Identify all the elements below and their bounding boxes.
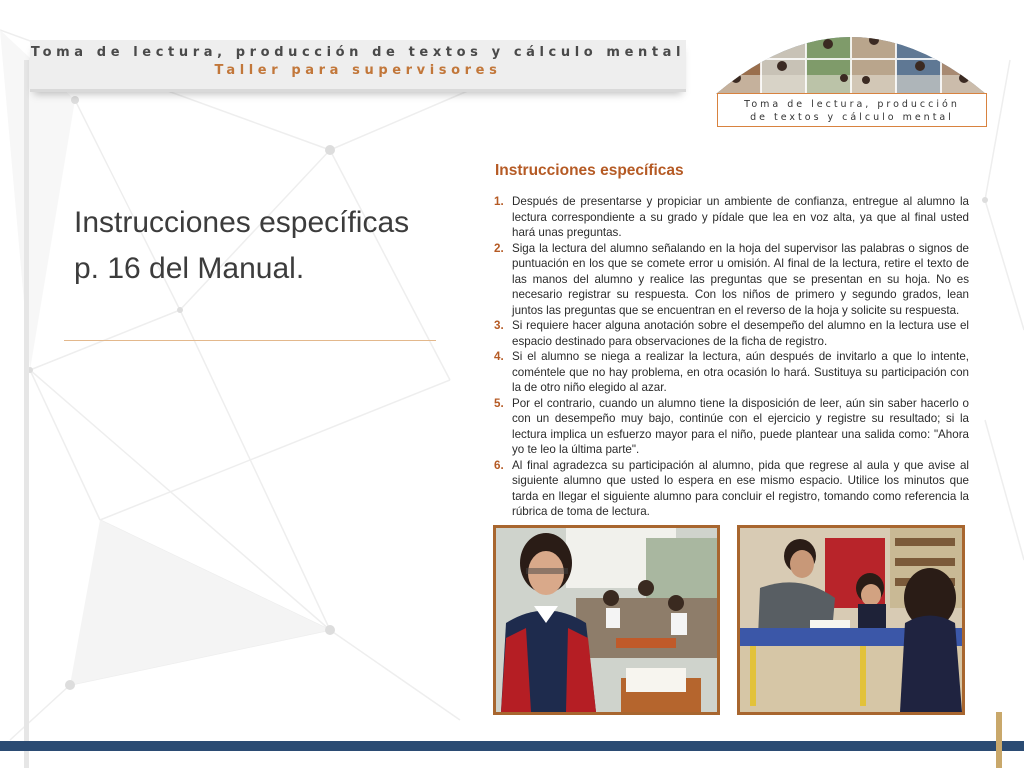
title-banner — [30, 40, 686, 92]
banner-title: Toma de lectura, producción de textos y cálculo mental — [30, 45, 686, 60]
instruction-item — [494, 458, 969, 520]
logo-caption — [717, 93, 987, 127]
slide-heading: Instrucciones específicas — [74, 206, 410, 239]
banner-subtitle: Taller para supervisores — [214, 63, 502, 78]
instruction-item — [494, 349, 969, 396]
footer-bar — [0, 741, 1024, 751]
item-number: 3. — [494, 319, 504, 332]
item-text: Si requiere hacer alguna anotación sobre el desempeño del alumno en la lectura use el espacio destinado para observaciones de la ficha de registro. — [512, 319, 969, 348]
logo-caption-line-1: Toma de lectura, producción — [744, 99, 960, 110]
item-text: Después de presentarse y propiciar un ambiente de confianza, entregue al alumno la lectura correspondiente a su grado y pídale que lea en voz alta, ya que al final usted hará unas preguntas. — [512, 195, 969, 239]
item-text: Al final agradezca su participación al alumno, pida que regrese al aula y que avise al siguiente alumno que usted lo espera en ese mismo espacio. Utilice los minutos que tarda en llegar el siguiente alumno para concluir el registro, tomando como referencia la rúbrica de toma de lectura. — [512, 458, 969, 518]
instruction-item — [494, 194, 969, 241]
item-number: 5. — [494, 396, 504, 410]
classroom-photo-supervisor — [737, 525, 965, 715]
logo-caption-line-2: de textos y cálculo mental — [750, 112, 954, 123]
manual-reference: p. 16 del Manual. — [74, 252, 305, 285]
item-text: Siga la lectura del alumno señalando en la hoja del supervisor las palabras o signos de puntuación en los que se comete error u omisión. Al final de la lectura, retire el texto de las manos del alumno y realice las preguntas que se presentan en su hoja. No es necesario registrar su respuesta. Con los niños de primero y segundo grados, lean juntos las preguntas que se encuentran en el reverso de la hoja y solicite su respuesta. — [512, 241, 969, 317]
slide-main-text — [74, 200, 454, 292]
program-logo-photo-collage — [716, 20, 986, 94]
item-text: Por el contrario, cuando un alumno tiene la disposición de leer, aún sin saber hacerlo o con un desempeño muy bajo, continúe con el ejercicio y registre su resultado; si la lectura implica un esfuerzo mayor para el niño, puede plantear una salida como: "Ahora yo te leo la última parte". — [512, 396, 969, 456]
orange-divider-line — [64, 340, 436, 341]
item-number: 4. — [494, 350, 504, 363]
document-heading: Instrucciones específicas — [495, 162, 684, 179]
instruction-item — [494, 396, 969, 458]
instruction-item — [494, 318, 969, 349]
instruction-item — [494, 241, 969, 319]
footer-accent-stripe — [996, 712, 1002, 768]
classroom-photo-student — [493, 525, 720, 715]
item-number: 6. — [494, 458, 504, 472]
item-number: 2. — [494, 241, 504, 255]
item-number: 1. — [494, 195, 504, 208]
instructions-list — [494, 194, 969, 520]
item-text: Si el alumno se niega a realizar la lectura, aún después de invitarlo a que lo intente, coméntele que no hay problema, en otra ocasión lo hará. Sustituya su participación con la de otro niño elegido al azar. — [512, 350, 969, 394]
